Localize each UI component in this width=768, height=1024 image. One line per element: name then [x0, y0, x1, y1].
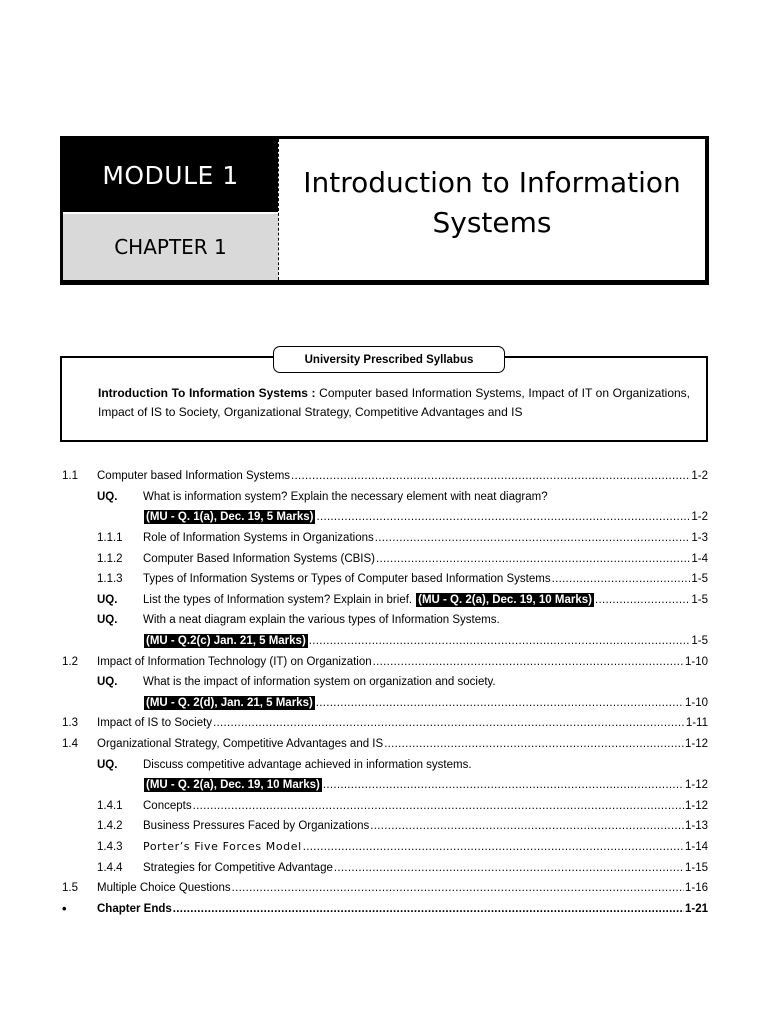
toc-question-row [62, 610, 710, 631]
toc-page: 1-4 [691, 552, 708, 565]
toc-row[interactable] [62, 528, 710, 549]
chapter-label: CHAPTER 1 [63, 212, 278, 280]
uq-label: UQ. [97, 614, 118, 627]
toc-title: Organizational Strategy, Competitive Advantages and IS [97, 738, 384, 751]
toc-title: Computer based Information Systems [97, 470, 291, 483]
toc-leader [316, 511, 690, 523]
toc-page: 1-13 [684, 820, 708, 833]
toc-leader [375, 532, 691, 544]
toc-row[interactable] [62, 590, 710, 611]
toc-question-row [62, 487, 710, 508]
toc-leader [291, 470, 690, 482]
toc-row[interactable] [62, 796, 710, 817]
toc-leader [232, 882, 684, 894]
exam-reference-badge: (MU - Q. 2(a), Dec. 19, 10 Marks) [146, 779, 320, 792]
exam-reference-badge: (MU - Q. 1(a), Dec. 19, 5 Marks) [146, 511, 314, 524]
module-label: MODULE 1 [63, 139, 278, 212]
toc-number: 1.4 [62, 738, 78, 751]
syllabus-lead: Introduction To Information Systems : [98, 386, 316, 400]
toc-page: 1-5 [691, 593, 708, 606]
uq-question: What is information system? Explain the necessary element with neat diagram? [143, 490, 548, 503]
toc-leader [303, 841, 684, 853]
toc-title: Computer Based Information Systems (CBIS) [143, 552, 375, 565]
toc-row[interactable] [62, 734, 710, 755]
toc-title: Impact of IS to Society [97, 717, 213, 730]
toc-leader [193, 800, 684, 812]
uq-label: UQ. [97, 490, 118, 503]
syllabus-body: Computer based Information Systems, Impact of IT on Organizations, Impact of IS to Society, Organizational Strategy, Competitive Advantages and IS [98, 386, 690, 419]
exam-reference-badge: (MU - Q.2(c) Jan. 21, 5 Marks) [146, 635, 306, 648]
toc-page: 1-11 [685, 717, 708, 730]
header-labels [63, 139, 278, 280]
toc-page: 1-5 [691, 573, 708, 586]
exam-reference-badge: (MU - Q. 2(a), Dec. 19, 10 Marks) [418, 593, 592, 606]
toc-row[interactable] [62, 816, 710, 837]
toc-row[interactable] [62, 837, 710, 858]
toc-row-chapter-ends[interactable] [62, 898, 710, 919]
toc-page: 1-3 [691, 532, 708, 545]
uq-question: What is the impact of information system on organization and society. [143, 676, 496, 689]
toc-page: 1-5 [691, 635, 708, 648]
toc-page: 1-21 [684, 902, 708, 915]
toc-leader [595, 594, 690, 606]
toc-title: Chapter Ends [97, 902, 172, 915]
syllabus-box [60, 353, 708, 442]
toc-title: Concepts [143, 799, 192, 812]
bullet-icon: • [62, 901, 67, 917]
toc-leader [213, 717, 685, 729]
toc-page: 1-16 [684, 882, 708, 895]
toc-row[interactable] [62, 878, 710, 899]
exam-reference-badge: (MU - Q. 2(d), Jan. 21, 5 Marks) [146, 696, 313, 709]
chapter-title-line-2: Systems [432, 205, 552, 239]
chapter-title [303, 163, 681, 243]
toc-row[interactable] [62, 631, 710, 652]
chapter-title-line-1: Introduction to Information [303, 165, 681, 199]
toc-page: 1-2 [691, 511, 708, 524]
toc-leader [552, 573, 691, 585]
toc-row[interactable] [62, 651, 710, 672]
toc-leader [316, 697, 684, 709]
toc-number: 1.1.2 [97, 552, 123, 565]
toc-leader [384, 738, 684, 750]
syllabus-tag: University Prescribed Syllabus [273, 346, 505, 373]
toc-row[interactable] [62, 507, 710, 528]
toc-number: 1.4.1 [97, 799, 123, 812]
toc-number: 1.1 [62, 470, 78, 483]
toc-leader [334, 862, 684, 874]
toc-page: 1-2 [691, 470, 708, 483]
toc-title: Strategies for Competitive Advantage [143, 861, 333, 874]
toc-leader [173, 903, 684, 915]
toc-row[interactable] [62, 569, 710, 590]
toc-page: 1-15 [684, 861, 708, 874]
toc-page: 1-12 [684, 738, 708, 751]
toc-number: 1.4.4 [97, 861, 123, 874]
syllabus-text [98, 384, 690, 422]
toc-number: 1.4.3 [97, 840, 123, 853]
toc-number: 1.5 [62, 882, 78, 895]
uq-question: With a neat diagram explain the various types of Information Systems. [143, 614, 500, 627]
toc-page: 1-10 [684, 696, 708, 709]
toc-number: 1.4.2 [97, 820, 123, 833]
toc-row[interactable] [62, 548, 710, 569]
uq-label: UQ. [97, 758, 118, 771]
toc-page: 1-10 [684, 655, 708, 668]
toc-row[interactable] [62, 857, 710, 878]
toc-title: Multiple Choice Questions [97, 882, 231, 895]
toc-title: Role of Information Systems in Organizations [143, 532, 374, 545]
chapter-header [60, 136, 709, 285]
toc-page: 1-14 [684, 840, 708, 853]
toc-number: 1.1.3 [97, 573, 123, 586]
toc-title: Porter’s Five Forces Model [143, 840, 302, 854]
toc-page: 1-12 [684, 779, 708, 792]
toc-number: 1.1.1 [97, 532, 123, 545]
toc-leader [323, 779, 684, 791]
toc-leader [376, 553, 690, 565]
toc-row[interactable] [62, 775, 710, 796]
table-of-contents [62, 466, 710, 919]
toc-title: Types of Information Systems or Types of Computer based Information Systems [143, 573, 551, 586]
uq-label: UQ. [97, 593, 118, 606]
uq-question: Discuss competitive advantage achieved in information systems. [143, 758, 472, 771]
toc-question-row [62, 754, 710, 775]
toc-title: Business Pressures Faced by Organizations [143, 820, 370, 833]
chapter-title-cell [278, 139, 705, 280]
toc-title: Impact of Information Technology (IT) on Organization [97, 655, 372, 668]
toc-leader [309, 635, 691, 647]
toc-row[interactable] [62, 693, 710, 714]
toc-page: 1-12 [684, 799, 708, 812]
toc-number: 1.2 [62, 655, 78, 668]
toc-question-row [62, 672, 710, 693]
toc-row[interactable] [62, 713, 710, 734]
uq-question: List the types of Information system? Explain in brief. [143, 593, 413, 606]
toc-leader [373, 656, 684, 668]
uq-label: UQ. [97, 676, 118, 689]
toc-number: 1.3 [62, 717, 78, 730]
toc-row[interactable] [62, 466, 710, 487]
toc-leader [370, 820, 684, 832]
